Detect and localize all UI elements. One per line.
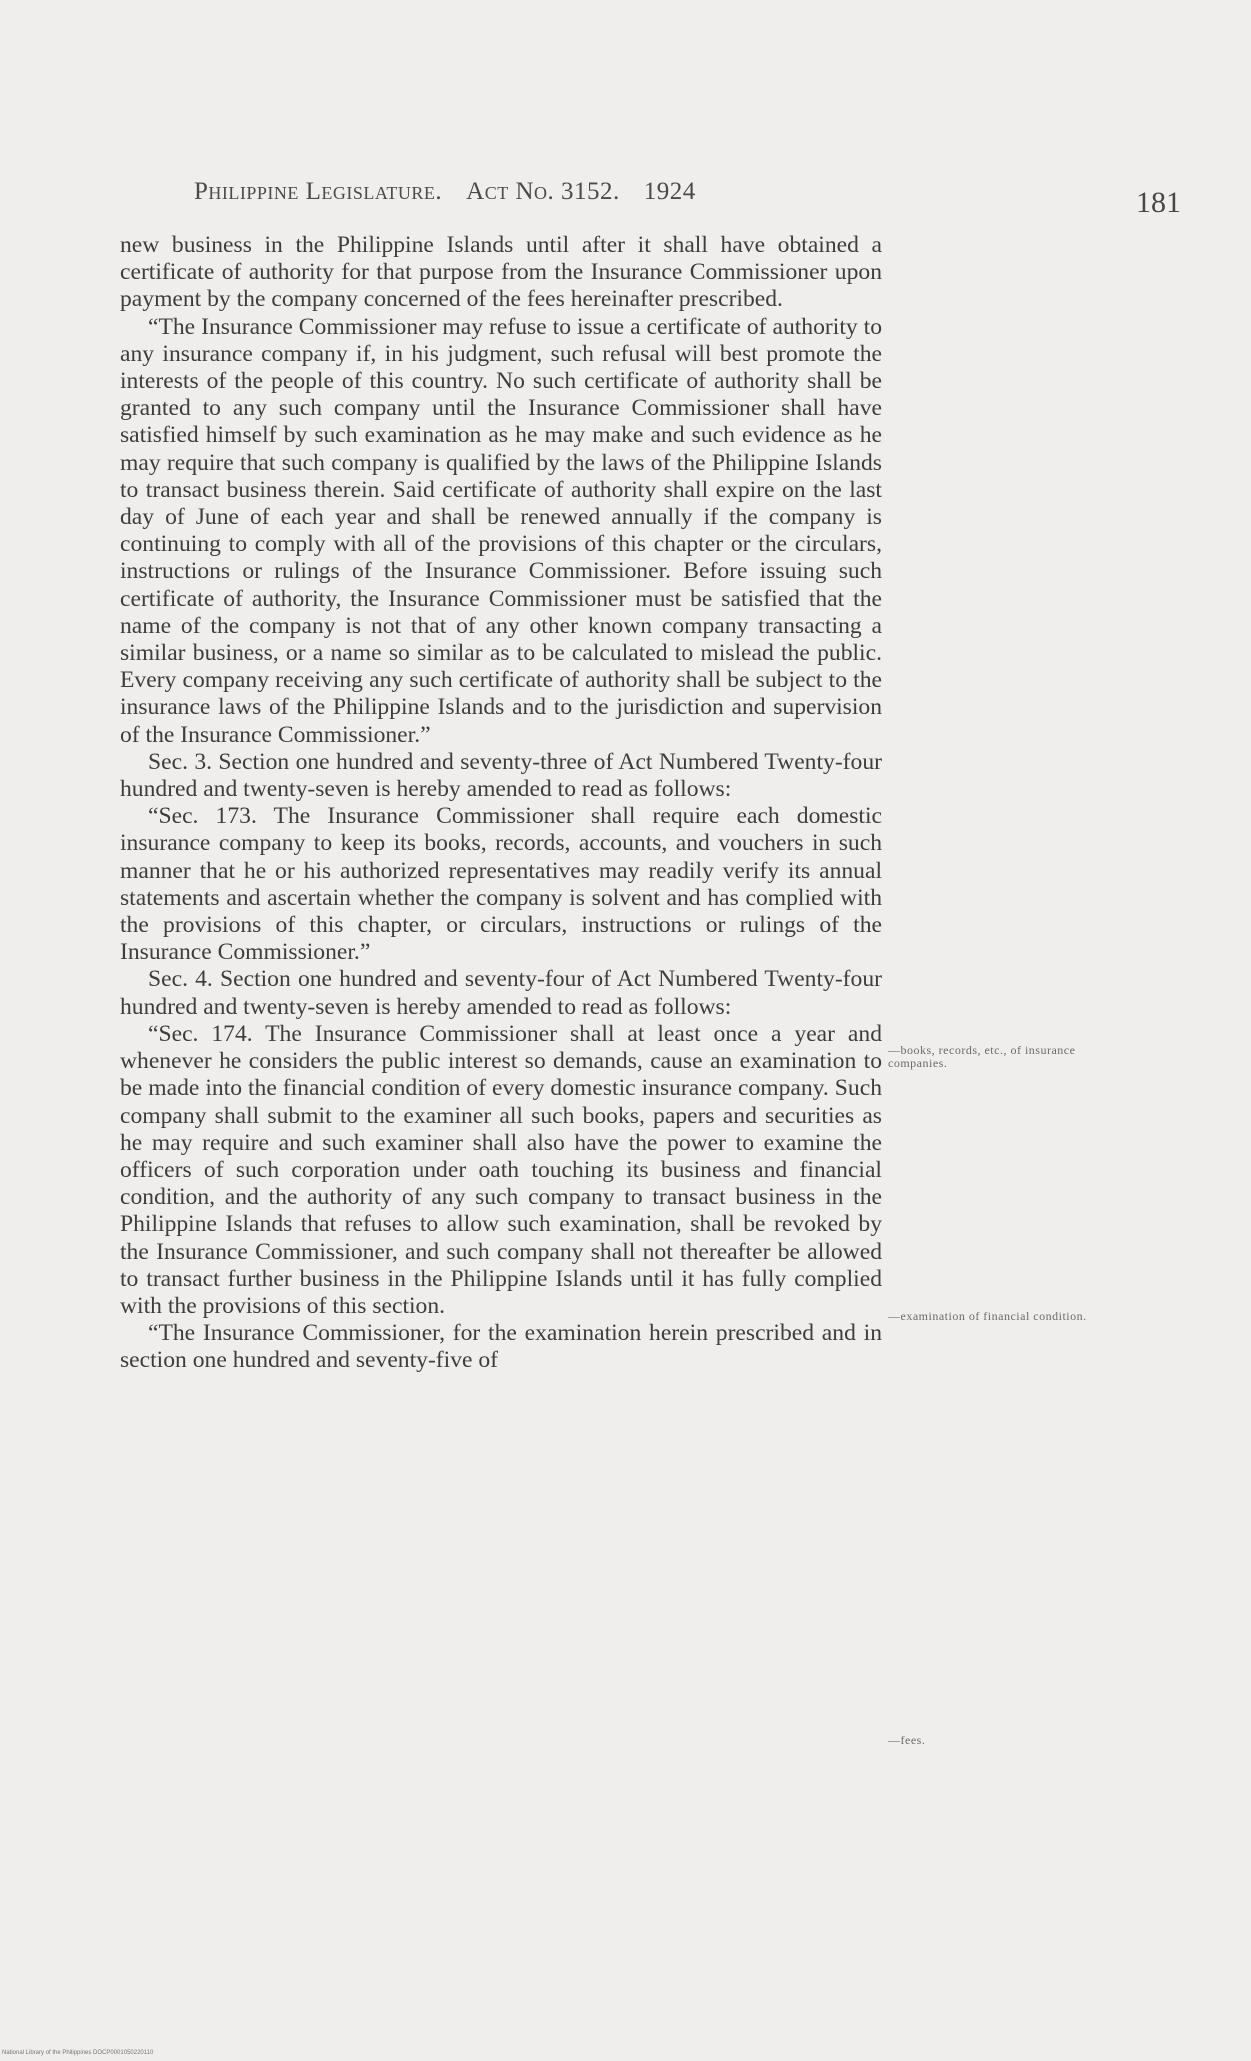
running-header bbox=[194, 178, 696, 206]
paragraph: “The Insurance Commissioner may refuse to issue a certificate of authority to any insurance company if, in his judgment, such refusal will best promote the interests of the people of this country. No such certificate of authority shall be granted to any such company until the Insurance Commissioner shall have satisfied himself by such examination as he may make and such evidence as he may require that such company is qualified by the laws of the Philippine Islands to transact business therein. Said certificate of authority shall expire on the last day of June of each year and shall be renewed annually if the company is continuing to comply with all of the provisions of this chapter or the circulars, instructions or rulings of the Insurance Commissioner. Before issuing such certificate of authority, the Insurance Commissioner must be satisfied that the name of the company is not that of any other known company transacting a similar business, or a name so similar as to be calculated to mislead the public. Every company receiving any such certificate of authority shall be subject to the insurance laws of the Philippine Islands and to the jurisdiction and supervision of the Insurance Commissioner.” bbox=[120, 313, 882, 748]
paragraph: new business in the Philippine Islands until after it shall have obtained a certificate of authority for that purpose from the Insurance Commissioner upon payment by the company concerned of the fees hereinafter prescribed. bbox=[120, 232, 882, 313]
page-number: 181 bbox=[1136, 186, 1181, 219]
header-title: Philippine Legislature. bbox=[194, 178, 443, 205]
footer-credit: National Library of the Philippines DOCP0001050220110 bbox=[2, 2050, 154, 2056]
body-text bbox=[120, 232, 882, 1375]
paragraph-section-3: Sec. 3. Section one hundred and seventy-three of Act Numbered Twenty-four hundred and twenty-seven is hereby amended to read as follows: bbox=[120, 748, 882, 803]
paragraph-sec-173: “Sec. 173. The Insurance Commissioner shall require each domestic insurance company to keep its books, records, accounts, and vouchers in such manner that he or his authorized representatives may readily verify its annual statements and ascertain whether the company is solvent and has complied with the provisions of this chapter, or circulars, instructions or rulings of the Insurance Commissioner.” bbox=[120, 803, 882, 966]
margin-note-books: —books, records, etc., of insurance companies. bbox=[888, 1043, 1076, 1070]
header-act: Act No. 3152. bbox=[466, 178, 620, 205]
paragraph-section-4: Sec. 4. Section one hundred and seventy-four of Act Numbered Twenty-four hundred and twenty-seven is hereby amended to read as follows: bbox=[120, 966, 882, 1020]
paragraph: “The Insurance Commissioner, for the examination herein prescribed and in section one hundred and seventy-five of bbox=[120, 1320, 882, 1374]
margin-note-fees: —fees. bbox=[888, 1733, 926, 1747]
paragraph-sec-174: “Sec. 174. The Insurance Commissioner shall at least once a year and whenever he considers the public interest so demands, cause an examination to be made into the financial condition of every domestic insurance company. Such company shall submit to the examiner all such books, papers and securities as he may require and such examiner shall also have the power to examine the officers of such corporation under oath touching its business and financial condition, and the authority of any such company to transact business in the Philippine Islands that refuses to allow such examination, shall be revoked by the Insurance Commissioner, and such company shall not thereafter be allowed to transact further business in the Philippine Islands until it has fully complied with the provisions of this section. bbox=[120, 1020, 882, 1319]
margin-note-examination: —examination of financial condition. bbox=[888, 1309, 1087, 1323]
header-year: 1924 bbox=[643, 178, 696, 205]
